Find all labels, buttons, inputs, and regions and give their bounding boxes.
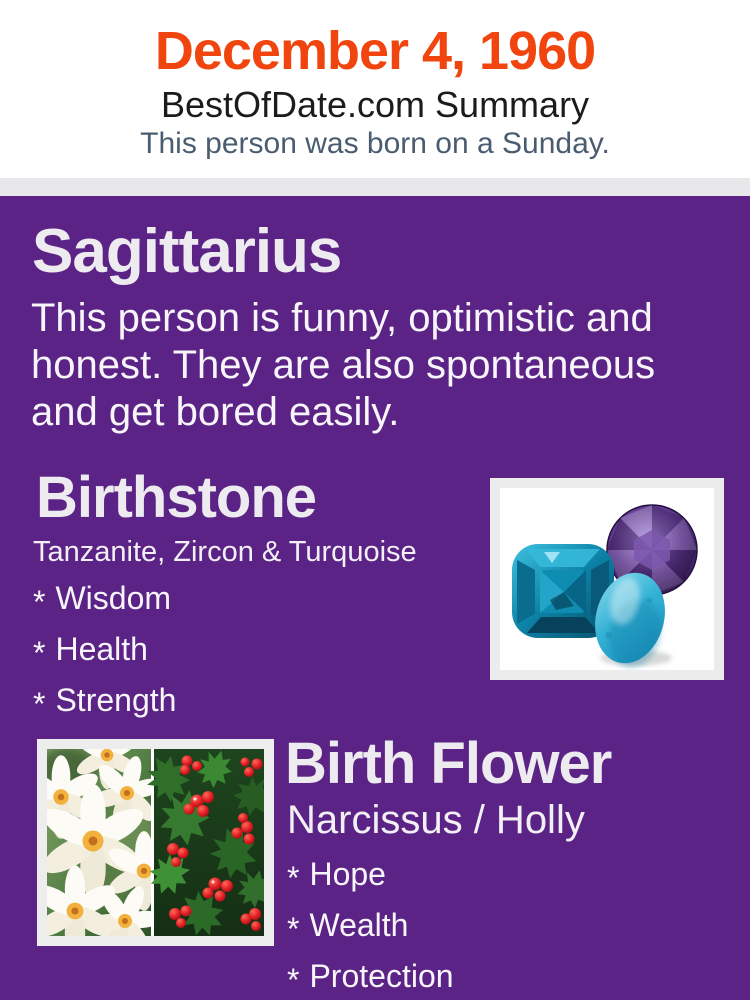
- birth-flower-heading: Birth Flower: [285, 731, 612, 796]
- page-title: December 4, 1960: [154, 21, 596, 81]
- gray-divider-bar: [0, 178, 750, 196]
- birth-flower-image: [37, 739, 274, 946]
- trait-label: Protection: [309, 958, 454, 994]
- trait-label: Hope: [309, 856, 386, 892]
- list-item: [287, 856, 454, 896]
- birth-flower-image-canvas: [47, 749, 264, 936]
- birth-flower-names: Narcissus / Holly: [287, 798, 585, 842]
- zodiac-description: This person is funny, optimistic and honest. They are also spontaneous and get bored easily.: [31, 296, 656, 434]
- birthstone-heading: Birthstone: [36, 465, 316, 530]
- site-summary-subtitle: BestOfDate.com Summary: [160, 84, 590, 125]
- photo-divider: [151, 749, 154, 936]
- asterisk-bullet: *: [33, 584, 46, 620]
- trait-label: Wealth: [309, 907, 409, 943]
- zodiac-sign-heading: Sagittarius: [32, 217, 342, 286]
- birthstone-trait-list: [33, 580, 177, 722]
- asterisk-bullet: *: [287, 962, 300, 998]
- flowers-illustration: [47, 749, 264, 936]
- list-item: [287, 907, 454, 947]
- birth-flower-trait-list: [287, 856, 454, 998]
- born-day-line: This person was born on a Sunday.: [140, 127, 610, 160]
- list-item: [33, 631, 176, 671]
- holly-photo: [138, 749, 264, 936]
- birthstone-image-canvas: [500, 488, 714, 670]
- list-item: [287, 958, 454, 998]
- trait-label: Strength: [55, 682, 177, 718]
- list-item: [33, 682, 177, 722]
- list-item: [33, 580, 176, 620]
- birthstone-names: Tanzanite, Zircon & Turquoise: [33, 536, 417, 568]
- birthstone-image: [490, 478, 724, 680]
- asterisk-bullet: *: [33, 686, 46, 722]
- gemstones-illustration: [500, 488, 714, 670]
- header: [0, 0, 750, 178]
- asterisk-bullet: *: [33, 635, 46, 671]
- asterisk-bullet: *: [287, 860, 300, 896]
- trait-label: Wisdom: [55, 580, 172, 616]
- asterisk-bullet: *: [287, 911, 300, 947]
- trait-label: Health: [55, 631, 148, 667]
